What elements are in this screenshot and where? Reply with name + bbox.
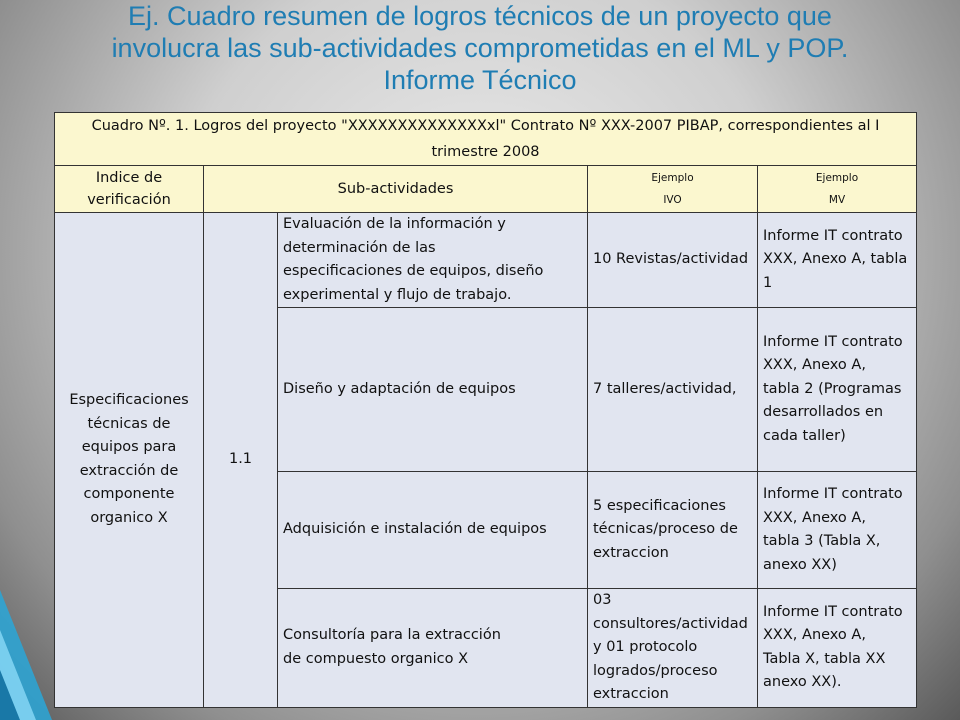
title-line: Ej. Cuadro resumen de logros técnicos de un proyecto que — [128, 1, 832, 31]
activity-cell: Evaluación de la información y determinación de las especificaciones de equipos, diseño experimental y flujo de trabajo. — [278, 213, 588, 308]
mv-cell: Informe IT contrato XXX, Anexo A, tabla 1 — [758, 213, 917, 308]
header-mv: Ejemplo MV — [758, 166, 917, 213]
achievements-table — [54, 112, 917, 708]
mv-cell: Informe IT contrato XXX, Anexo A, tabla 3 (Tabla X, anexo XX) — [758, 472, 917, 589]
activity-cell: Diseño y adaptación de equipos — [278, 308, 588, 472]
header-subactivities: Sub-actividades — [204, 166, 588, 213]
title-line: involucra las sub-actividades comprometidas en el ML y POP. — [111, 33, 849, 63]
indicator-cell: Especificaciones técnicas de equipos para extracción de componente organico X — [55, 213, 204, 708]
activity-cell: Consultoría para la extracción de compuesto organico X — [278, 589, 588, 708]
header-ivo: Ejemplo IVO — [588, 166, 758, 213]
table-caption: Cuadro Nº. 1. Logros del proyecto "XXXXXXXXXXXXXXxl" Contrato Nº XXX-2007 PIBAP, correspondientes al I trimestre 2008 — [55, 113, 917, 166]
title-line: Informe Técnico — [383, 65, 577, 95]
activity-cell: Adquisición e instalación de equipos — [278, 472, 588, 589]
slide-title — [0, 0, 960, 96]
ivo-cell: 5 especificaciones técnicas/proceso de extraccion — [588, 472, 758, 589]
corner-decoration — [0, 590, 60, 720]
mv-cell: Informe IT contrato XXX, Anexo A, Tabla X, tabla XX anexo XX). — [758, 589, 917, 708]
table-row — [55, 213, 917, 308]
ivo-cell: 03 consultores/actividad y 01 protocolo logrados/proceso extraccion — [588, 589, 758, 708]
header-indicator: Indice de verificación — [55, 166, 204, 213]
mv-cell: Informe IT contrato XXX, Anexo A, tabla 2 (Programas desarrollados en cada taller) — [758, 308, 917, 472]
code-cell: 1.1 — [204, 213, 278, 708]
ivo-cell: 7 talleres/actividad, — [588, 308, 758, 472]
ivo-cell: 10 Revistas/actividad — [588, 213, 758, 308]
